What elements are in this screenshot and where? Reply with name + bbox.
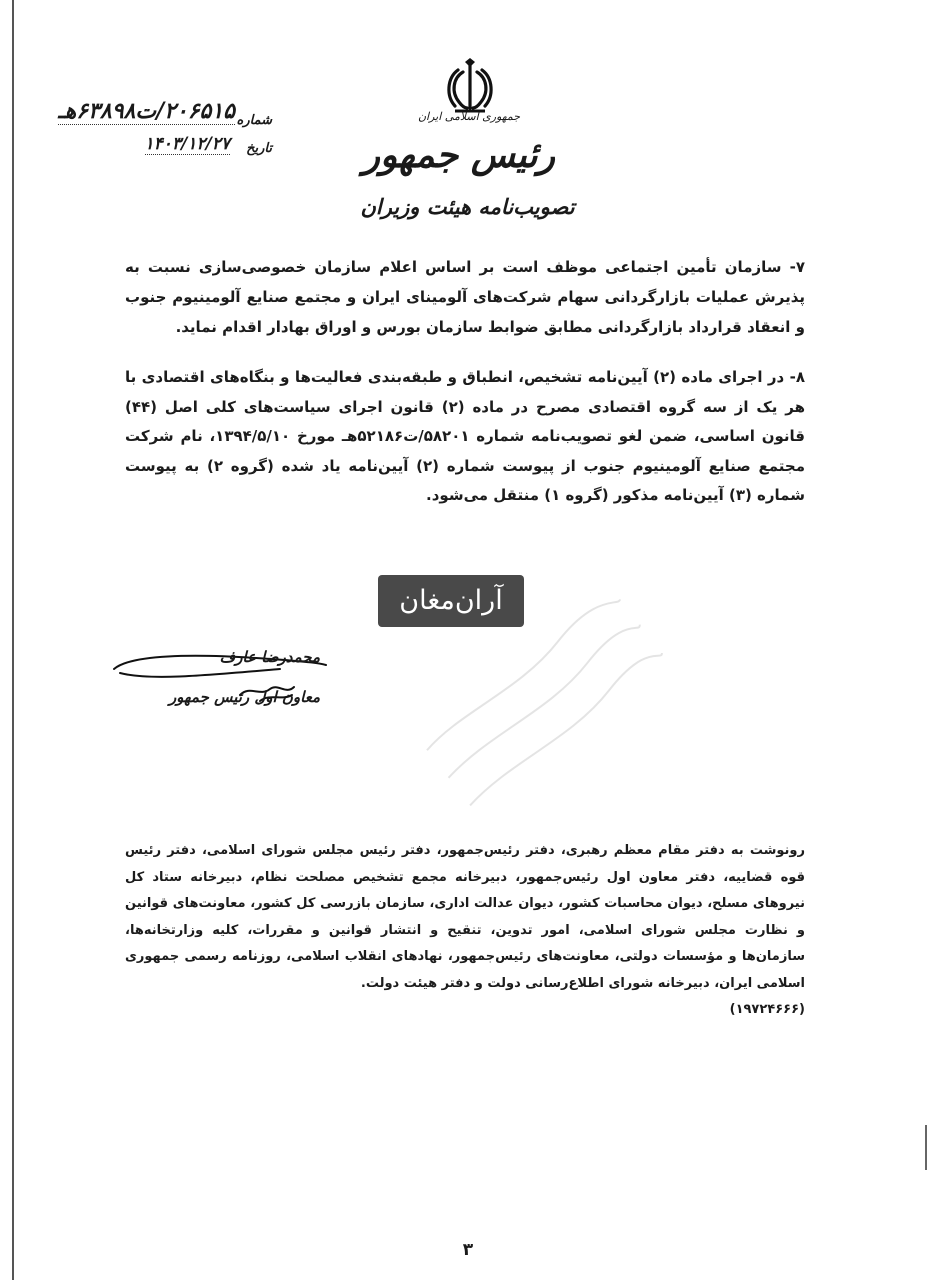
paragraph-8: ۸- در اجرای ماده (۲) آیین‌نامه تشخیص، انطباق و طبقه‌بندی فعالیت‌ها و بنگاه‌های اقتصادی با هر یک از سه گروه اقتصادی مصرح در ماده (۲) قانون اجرای سیاست‌های کلی اصل (۴۴) قانون اساسی، ضمن لغو تصویب‌نامه شماره ۵۸۲۰۱/ت۵۲۱۸۶هـ مورخ ۱۳۹۴/۵/۱۰، نام شرکت مجتمع صنایع آلومینیوم جنوب از پیوست شماره (۲) آیین‌نامه یاد شده (گروه ۲) به پیوست شماره (۳) آیین‌نامه مذکور (گروه ۱) منتقل می‌شود.: [125, 368, 805, 504]
date-value-text: ۱۴۰۳/۱۲/۲۷: [144, 134, 230, 154]
number-label: شماره: [236, 113, 272, 128]
copy-to-title: رونوشت به: [730, 843, 805, 858]
cabinet-decree-heading: تصویب‌نامه هیئت وزیران: [360, 194, 575, 219]
copy-to-section: [125, 838, 805, 1024]
paragraph-7: ۷- سازمان تأمین اجتماعی موظف است بر اساس اعلام سازمان خصوصی‌سازی نسبت به پذیرش عملیات بازارگردانی سهام شرکت‌های آلومینای ایران و مجتمع صنایع آلومینیوم جنوب و انعقاد قرارداد بازارگردانی مطابق ضوابط سازمان بورس و اوراق بهادار اقدام نماید.: [125, 258, 805, 336]
copy-to-recipients: دفتر مقام معظم رهبری، دفتر رئیس‌جمهور، دفتر رئیس مجلس شورای اسلامی، دفتر رئیس قوه قضاییه، دفتر معاون اول رئیس‌جمهور، دبیرخانه مجمع تشخیص مصلحت نظام، دبیرخانه ستاد کل نیروهای مسلح، دیوان محاسبات کشور، دیوان عدالت اداری، سازمان بازرسی کل کشور، معاونت‌های قوانین و نظارت مجلس شورای اسلامی، امور تدوین، تنقیح و انتشار قوانین و مقررات، کلیه وزارتخانه‌ها، سازمان‌ها و مؤسسات دولتی، معاونت‌های رئیس‌جمهور، نهادهای انقلاب اسلامی، روزنامه رسمی جمهوری اسلامی ایران، دبیرخانه شورای اطلاع‌رسانی دولت و دفتر هیئت دولت.: [125, 843, 805, 991]
date-value: [110, 134, 230, 155]
emblem-icon: [445, 58, 495, 116]
scan-edge-right: [925, 1125, 927, 1170]
president-heading: رئیس جمهور: [362, 134, 555, 176]
number-value-text: ۲۰۶۵۱۵/ت۶۳۸۹۸هـ: [58, 98, 235, 124]
signatory-title: معاون اول رئیس جمهور: [169, 688, 320, 706]
scan-edge-left: [12, 0, 14, 1280]
republic-label: جمهوری اسلامی ایران: [417, 110, 520, 123]
reference-code: (۱۹۷۲۴۶۶۶): [729, 1002, 805, 1017]
signatory-name: محمدرضا عارف: [219, 648, 320, 666]
number-value: [20, 98, 235, 125]
date-label: تاریخ: [246, 141, 272, 156]
channel-watermark-label: آران‌مغان: [378, 575, 524, 627]
page-number: ۳: [462, 1240, 474, 1260]
